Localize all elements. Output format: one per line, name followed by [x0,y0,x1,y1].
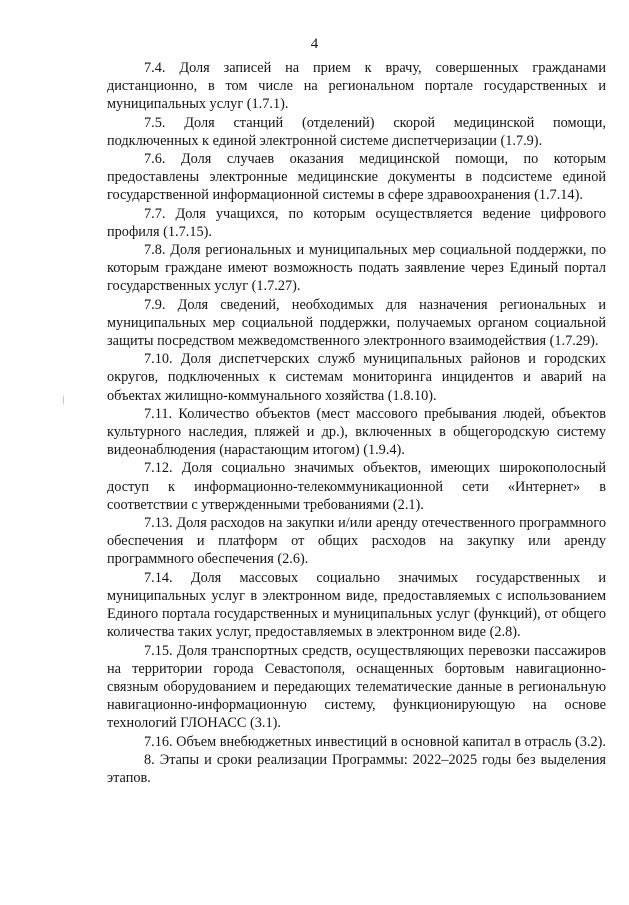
paragraph-7-14: 7.14. Доля массовых социально значимых государственных и муниципальных услуг в электронном виде, предоставляемых с использованием Единого портала государственных и муниципальных услуг (функций), от общего количества таких услуг, предоставляемых в электронном виде (2.8). [107,569,606,641]
paragraph-7-12: 7.12. Доля социально значимых объектов, имеющих широкополосный доступ к информационно-телекоммуникационной сети «Интернет» в соответствии с утвержденными требованиями (2.1). [107,460,606,513]
paragraph-7-15: 7.15. Доля транспортных средств, осуществляющих перевозки пассажиров на территории города Севастополя, оснащенных бортовым навигационно-связным оборудованием и передающих телематические данные в региональную навигационно-информационную систему, функционирующую на основе технологий ГЛОНАСС (3.1). [107,642,606,732]
paragraph-7-9: 7.9. Доля сведений, необходимых для назначения региональных и муниципальных мер социальной поддержки, получаемых органом социальной защиты посредством межведомственного электронного взаимодействия (1.7.29). [107,296,606,350]
paragraph-7-6: 7.6. Доля случаев оказания медицинской помощи, по которым предоставлены электронные медицинские документы в подсистеме единой государственной информационной системы в сфере здравоохранения (1.7.14). [107,151,606,204]
paragraph-7-13: 7.13. Доля расходов на закупки и/или аренду отечественного программного обеспечения и платформ от общих расходов на закупку или аренду программного обеспечения (2.6). [107,515,606,568]
page-number: 4 [310,36,319,52]
document-body [107,59,606,787]
paragraph-7-16: 7.16. Объем внебюджетных инвестиций в основной капитал в отрасль (3.2). [144,733,607,750]
paragraph-7-11: 7.11. Количество объектов (мест массового пребывания людей, объектов культурного наследия, пляжей и др.), включенных в общегородскую систему видеонаблюдения (нарастающим итогом) (1.9.4). [107,405,606,459]
paragraph-7-10: 7.10. Доля диспетчерских служб муниципальных районов и городских округов, подключенных к системам мониторинга инцидентов и аварий на объектах жилищно-коммунального хозяйства (1.8.10). [107,351,606,404]
paragraph-7-4: 7.4. Доля записей на прием к врачу, совершенных гражданами дистанционно, в том числе на региональном портале государственных и муниципальных услуг (1.7.1). [107,60,606,113]
paragraph-7-8: 7.8. Доля региональных и муниципальных мер социальной поддержки, по которым граждане имеют возможность подать заявление через Единый портал государственных услуг (1.7.27). [107,242,606,295]
paragraph-7-5: 7.5. Доля станций (отделений) скорой медицинской помощи, подключенных к единой электронной системе диспетчеризации (1.7.9). [107,114,606,149]
scan-mark [63,396,64,404]
paragraph-8: 8. Этапы и сроки реализации Программы: 2022–2025 годы без выделения этапов. [107,751,606,786]
paragraph-7-7: 7.7. Доля учащихся, по которым осуществляется ведение цифрового профиля (1.7.15). [107,205,606,240]
